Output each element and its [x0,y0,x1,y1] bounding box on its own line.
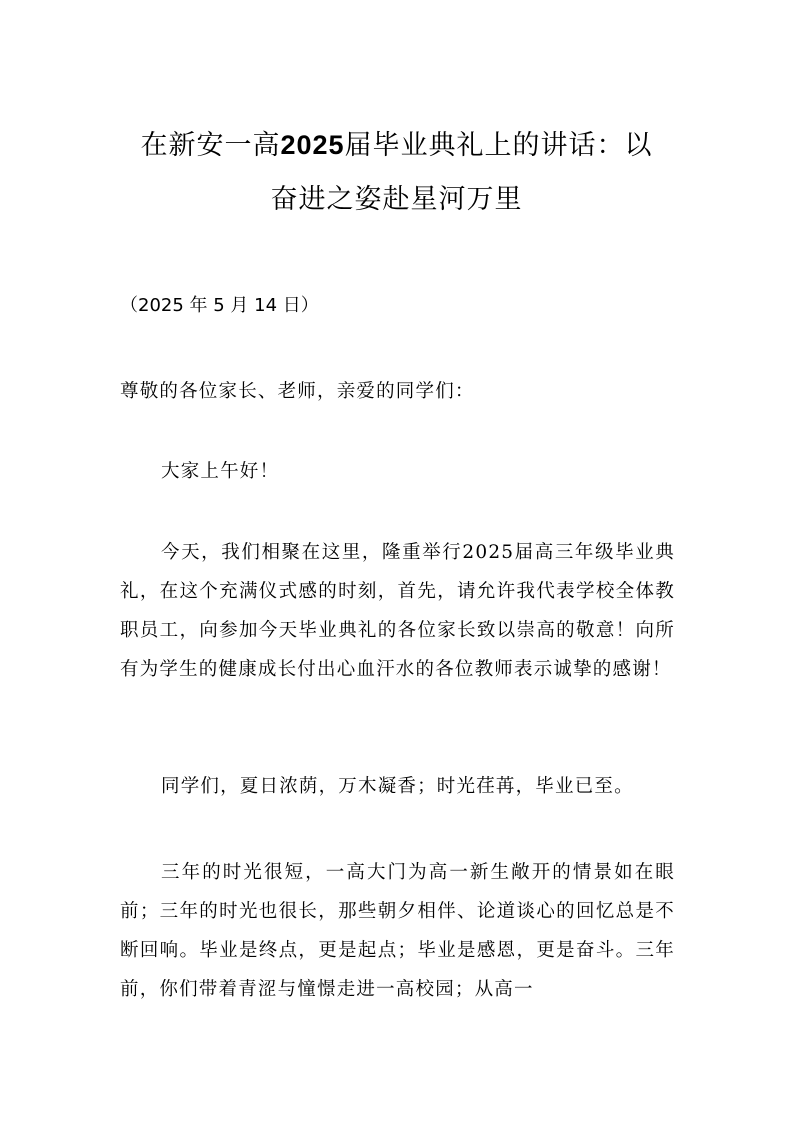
paragraph-3: 三年的时光很短，一高大门为高一新生敞开的情景如在眼前；三年的时光也很长，那些朝夕相伴、论道谈心的回忆总是不断回响。毕业是终点，更是起点；毕业是感恩，更是奋斗。三年前，你们带着青涩与憧憬走进一高校园；从高一 [120,862,675,1000]
paragraph-2: 同学们，夏日浓荫，万木凝香；时光荏苒，毕业已至。 [161,776,634,797]
title-prefix: 在新安一高 [140,130,281,161]
document-title [120,118,673,227]
title-year: 2025 [280,130,345,160]
paragraph-1: 今天，我们相聚在这里，隆重举行2025届高三年级毕业典礼，在这个充满仪式感的时刻，首先，请允许我代表学校全体教职员工，向参加今天毕业典礼的各位家长致以崇高的敬意！向所有为学生的健康成长付出心血汗水的各位教师表示诚挚的感谢！ [120,542,675,680]
title-line-2: 奋进之姿赴星河万里 [270,184,523,215]
speech-date: （2025 年 5 月 14 日） [120,295,319,316]
title-suffix: 届毕业典礼上的讲话：以 [344,130,653,161]
title-line-1 [120,118,673,173]
greeting: 大家上午好！ [161,461,280,482]
salutation: 尊敬的各位家长、老师，亲爱的同学们： [120,381,475,402]
